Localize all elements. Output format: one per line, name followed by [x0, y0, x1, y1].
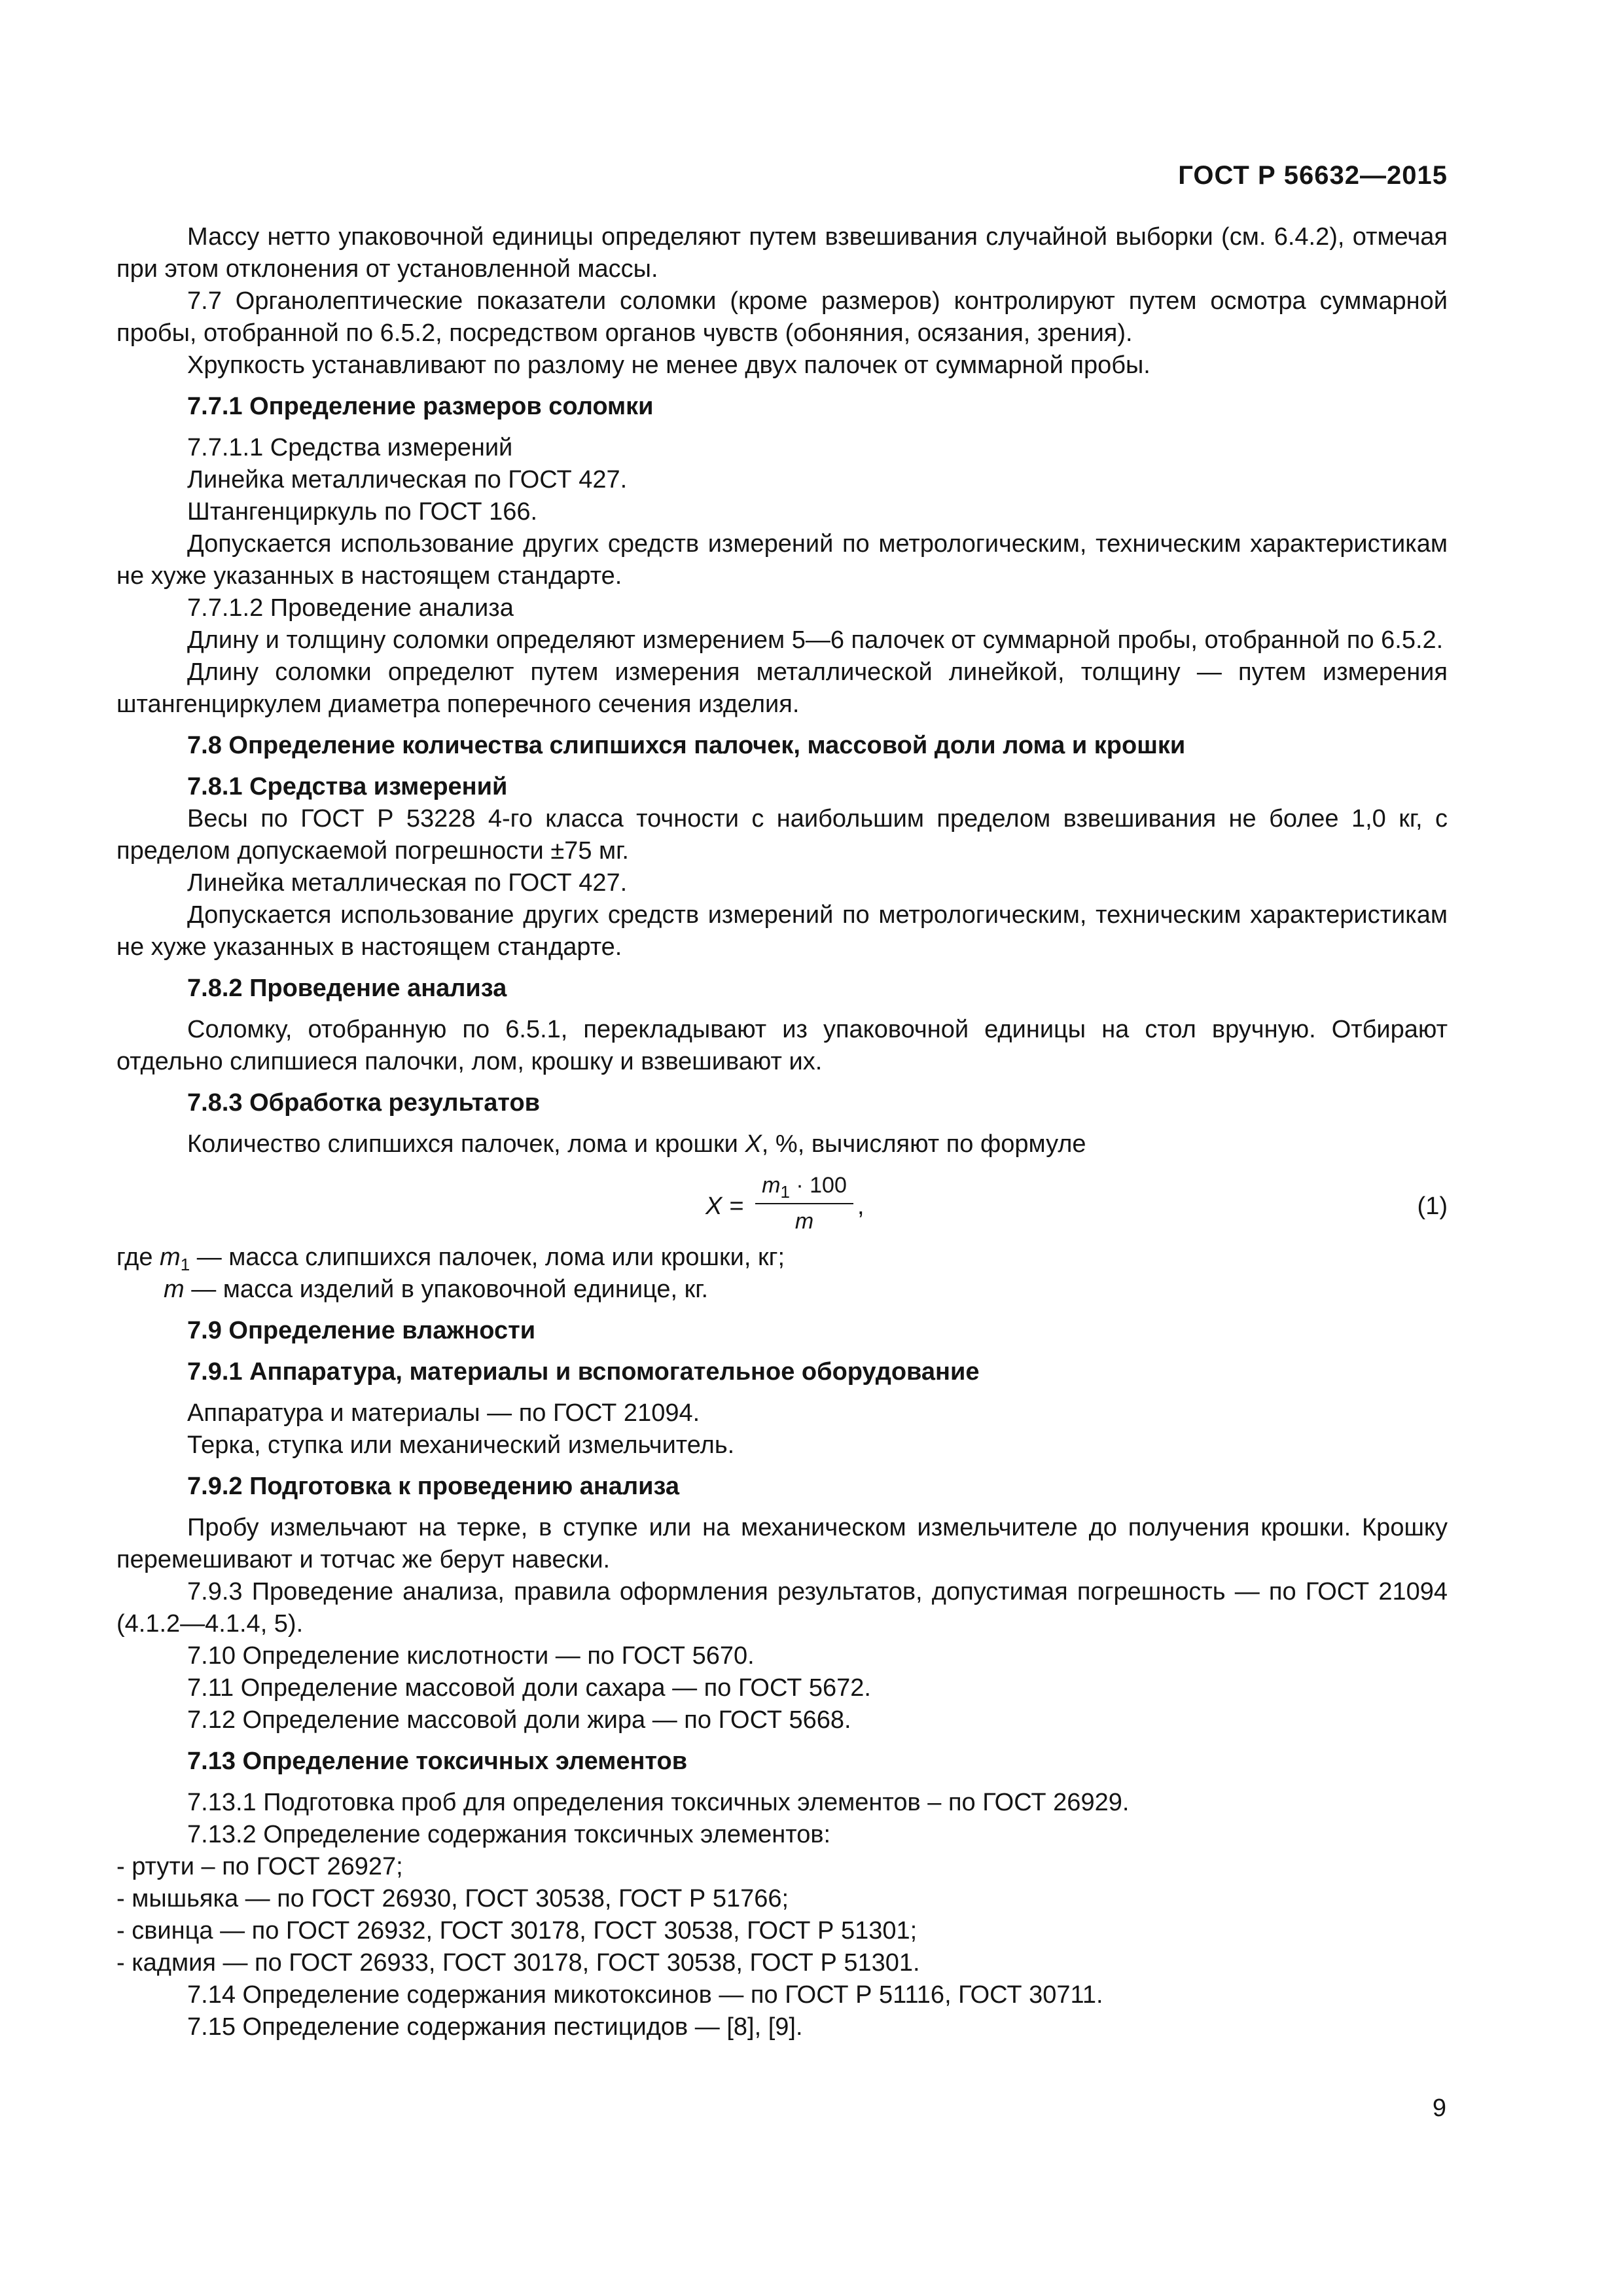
paragraph: 7.11 Определение массовой доли сахара — по ГОСТ 5672.	[187, 1674, 871, 1702]
variable: X	[745, 1130, 762, 1158]
text-run: — масса изделий в упаковочной единице, кг.	[184, 1276, 709, 1303]
text-run: , %, вычисляют по формуле	[761, 1130, 1086, 1158]
paragraph: 7.9.3 Проведение анализа, правила оформления результатов, допустимая погрешность — по ГОСТ 21094 (4.1.2—4.1.4, 5).	[116, 1578, 1448, 1638]
text-run: · 100	[796, 1173, 847, 1198]
formula-lhs: X =	[705, 1193, 744, 1220]
paragraph: Допускается использование других средств измерений по метрологическим, техническим характеристикам не хуже указанных в настоящем стандарте.	[116, 901, 1448, 961]
paragraph: Соломку, отобранную по 6.5.1, перекладывают из упаковочной единицы на стол вручную. Отбирают отдельно слипшиеся палочки, лом, крошку и взвешивают их.	[116, 1016, 1448, 1075]
formula-block	[116, 1166, 1448, 1242]
section-heading: 7.8 Определение количества слипшихся палочек, массовой доли лома и крошки	[187, 732, 1186, 759]
where-line	[116, 1242, 1448, 1274]
section-heading: 7.8.1 Средства измерений	[187, 773, 508, 800]
document-header: ГОСТ Р 56632—2015	[1178, 161, 1448, 190]
paragraph: Терка, ступка или механический измельчитель.	[187, 1431, 735, 1459]
text-run: где	[116, 1244, 153, 1271]
subscript: 1	[180, 1255, 190, 1274]
section-heading: 7.9 Определение влажности	[187, 1317, 536, 1344]
section-heading: 7.13 Определение токсичных элементов	[187, 1748, 688, 1775]
formula-number: (1)	[1417, 1193, 1448, 1220]
paragraph: Хрупкость устанавливают по разлому не менее двух палочек от суммарной пробы.	[187, 351, 1150, 379]
paragraph: Линейка металлическая по ГОСТ 427.	[187, 869, 628, 897]
paragraph: Допускается использование других средств измерений по метрологическим, техническим характеристикам не хуже указанных в настоящем стандарте.	[116, 530, 1448, 590]
where-line	[116, 1274, 1448, 1306]
paragraph: Аппаратура и материалы — по ГОСТ 21094.	[187, 1399, 700, 1427]
variable: m	[164, 1276, 185, 1303]
section-heading: 7.8.2 Проведение анализа	[187, 975, 507, 1002]
section-heading: 7.9.2 Подготовка к проведению анализа	[187, 1473, 679, 1500]
paragraph: Длину соломки определют путем измерения металлической линейкой, толщину — путем измерения штангенциркулем диаметра поперечного сечения изделия.	[116, 658, 1448, 718]
paragraph: 7.15 Определение содержания пестицидов — [8], [9].	[187, 2013, 803, 2041]
paragraph: 7.7 Органолептические показатели соломки (кроме размеров) контролируют путем осмотра суммарной пробы, отобранной по 6.5.2, посредством органов чувств (обоняния, осязания, зрения).	[116, 287, 1448, 347]
paragraph: Штангенциркуль по ГОСТ 166.	[187, 498, 538, 526]
paragraph: 7.7.1.2 Проведение анализа	[187, 594, 514, 622]
paragraph	[116, 1128, 1448, 1160]
section-heading: 7.9.1 Аппаратура, материалы и вспомогательное оборудование	[187, 1358, 980, 1386]
formula-comma: ,	[857, 1193, 865, 1220]
paragraph: Весы по ГОСТ Р 53228 4-го класса точности с наибольшим пределом взвешивания не более 1,0 кг, с пределом допускаемой погрешности ±75 мг.	[116, 805, 1448, 865]
text-run: — масса слипшихся палочек, лома или крошки, кг;	[190, 1244, 785, 1271]
variable: m	[762, 1173, 781, 1198]
paragraph: 7.7.1.1 Средства измерений	[187, 434, 513, 461]
section-heading: 7.7.1 Определение размеров соломки	[187, 393, 654, 420]
paragraph: 7.12 Определение массовой доли жира — по ГОСТ 5668.	[187, 1706, 851, 1734]
paragraph: 7.14 Определение содержания микотоксинов — по ГОСТ Р 51116, ГОСТ 30711.	[187, 1981, 1103, 2009]
paragraph: 7.10 Определение кислотности — по ГОСТ 5670.	[187, 1642, 755, 1670]
text-run: Количество слипшихся палочек, лома и крошки	[187, 1130, 738, 1158]
formula-fraction	[755, 1170, 853, 1238]
paragraph: 7.13.1 Подготовка проб для определения токсичных элементов – по ГОСТ 26929.	[187, 1789, 1130, 1816]
paragraph: Линейка металлическая по ГОСТ 427.	[187, 466, 628, 493]
formula-denominator: m	[794, 1209, 814, 1234]
list-item: - свинца — по ГОСТ 26932, ГОСТ 30178, ГОСТ 30538, ГОСТ Р 51301;	[116, 1917, 918, 1945]
list-item: - ртути – по ГОСТ 26927;	[116, 1853, 403, 1880]
paragraph: 7.13.2 Определение содержания токсичных элементов:	[187, 1821, 831, 1848]
formula-numerator	[755, 1170, 853, 1204]
paragraph: Длину и толщину соломки определяют измерением 5—6 палочек от суммарной пробы, отобранной по 6.5.2.	[187, 626, 1444, 654]
list-item: - мышьяка — по ГОСТ 26930, ГОСТ 30538, ГОСТ Р 51766;	[116, 1885, 789, 1912]
subscript: 1	[780, 1182, 790, 1202]
page-number: 9	[1432, 2094, 1446, 2122]
variable: m	[160, 1244, 181, 1271]
section-heading: 7.8.3 Обработка результатов	[187, 1089, 541, 1117]
document-body	[116, 221, 1448, 2043]
list-item: - кадмия — по ГОСТ 26933, ГОСТ 30178, ГОСТ 30538, ГОСТ Р 51301.	[116, 1949, 920, 1977]
paragraph: Пробу измельчают на терке, в ступке или на механическом измельчителе до получения крошки. Крошку перемешивают и тотчас же берут навески.	[116, 1514, 1448, 1573]
paragraph: Массу нетто упаковочной единицы определяют путем взвешивания случайной выборки (см. 6.4.2), отмечая при этом отклонения от установленной массы.	[116, 223, 1448, 283]
